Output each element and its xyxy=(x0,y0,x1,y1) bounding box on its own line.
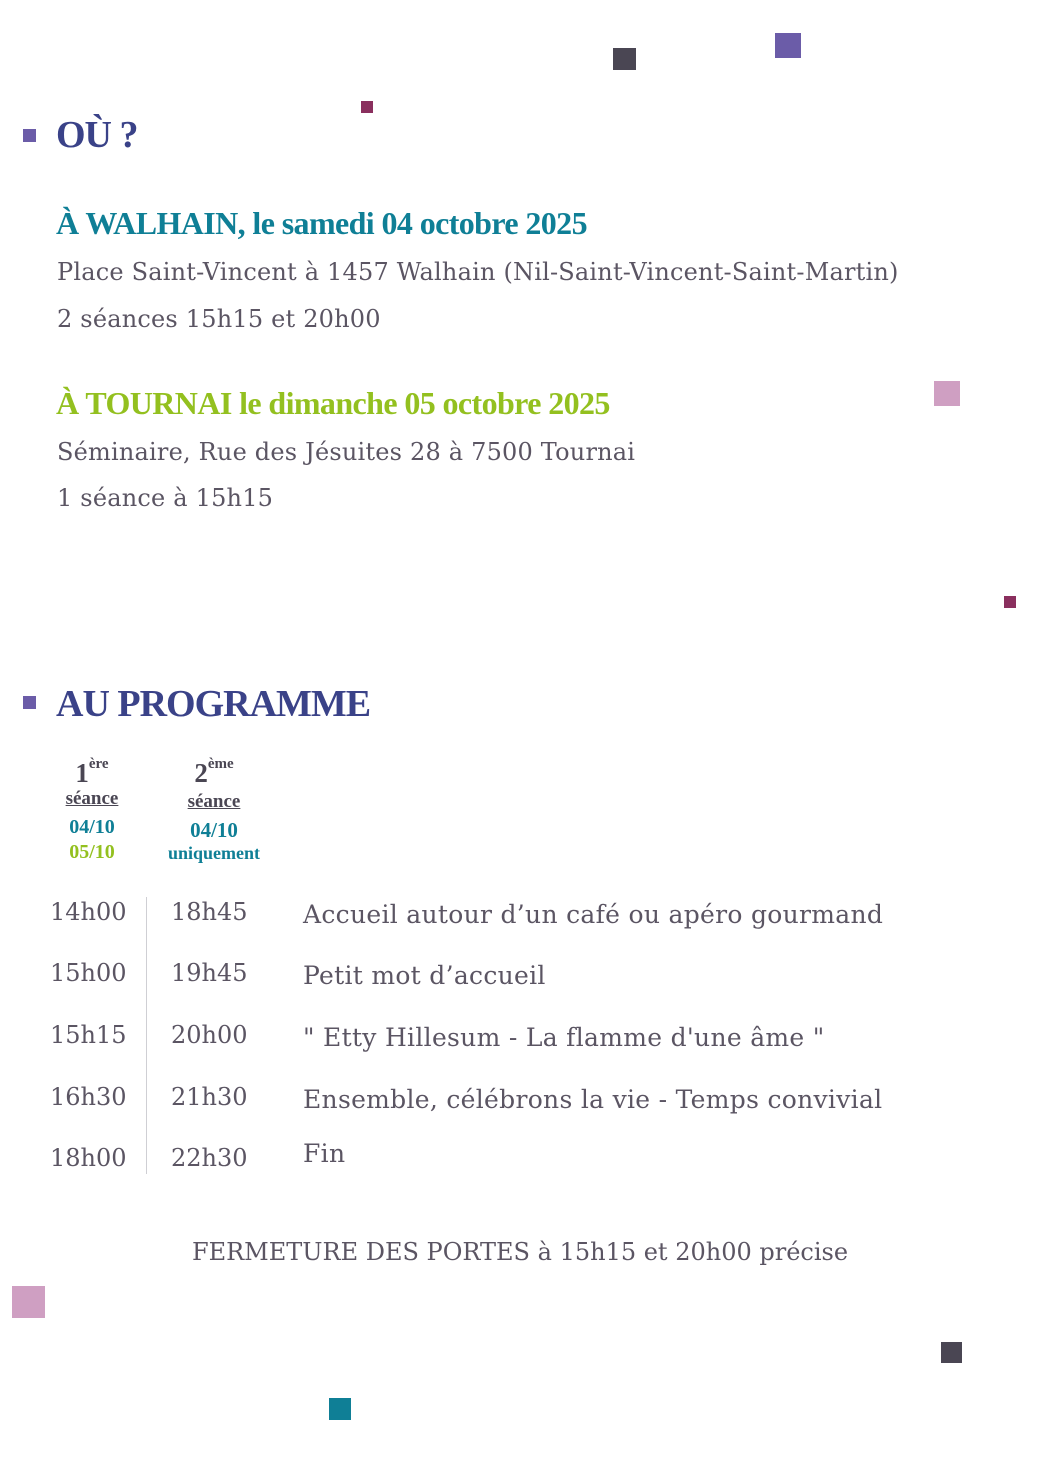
decor-square-pink xyxy=(934,381,960,406)
row2-time-first: 15h00 xyxy=(50,959,127,987)
row3-activity: " Etty Hillesum - La flamme d'une âme " xyxy=(303,1023,825,1052)
col1-number: 1 xyxy=(75,758,89,788)
row1-time-second: 18h45 xyxy=(171,898,248,926)
section-heading-programme: AU PROGRAMME xyxy=(56,683,371,725)
walhain-address: Place Saint-Vincent à 1457 Walhain (Nil-Saint-Vincent-Saint-Martin) xyxy=(57,258,899,286)
decor-square-plum xyxy=(361,101,373,113)
bullet-square xyxy=(23,129,36,142)
row4-time-first: 16h30 xyxy=(50,1083,127,1111)
row3-time-second: 20h00 xyxy=(171,1021,248,1049)
decor-square-pink-large xyxy=(12,1286,45,1318)
row2-activity: Petit mot d’accueil xyxy=(303,961,546,990)
column-divider xyxy=(146,897,147,1174)
row4-activity: Ensemble, célébrons la vie - Temps convivial xyxy=(303,1085,883,1114)
decor-square-teal xyxy=(329,1398,351,1420)
row3-time-first: 15h15 xyxy=(50,1021,127,1049)
row5-activity: Fin xyxy=(303,1139,346,1168)
col1-sup: ère xyxy=(88,756,109,772)
doors-closing-note: FERMETURE DES PORTES à 15h15 et 20h00 précise xyxy=(191,1238,849,1266)
col2-seance: séance xyxy=(187,791,241,812)
walhain-sessions: 2 séances 15h15 et 20h00 xyxy=(57,305,381,333)
row1-activity: Accueil autour d’un café ou apéro gourmand xyxy=(303,900,884,929)
col1-date1: 04/10 xyxy=(69,816,115,838)
col2-number: 2 xyxy=(194,758,208,788)
column-head-second-session xyxy=(158,758,270,863)
col2-date1: 04/10 xyxy=(190,818,238,842)
col1-seance: séance xyxy=(65,788,119,809)
row2-time-second: 19h45 xyxy=(171,959,248,987)
section-heading-ou: OÙ ? xyxy=(56,114,138,156)
row1-time-first: 14h00 xyxy=(50,898,127,926)
row4-time-second: 21h30 xyxy=(171,1083,248,1111)
walhain-title: À WALHAIN, le samedi 04 octobre 2025 xyxy=(56,205,587,241)
row5-time-second: 22h30 xyxy=(171,1144,248,1172)
decor-square-dark xyxy=(613,48,636,70)
col1-date2: 05/10 xyxy=(69,841,115,863)
bullet-square-programme xyxy=(23,696,36,709)
decor-square-violet xyxy=(775,33,801,58)
col2-date2: uniquement xyxy=(167,843,261,863)
decor-square-plum-small xyxy=(1004,596,1016,608)
col2-sup: ème xyxy=(207,756,234,772)
column-head-first-session xyxy=(52,758,132,865)
tournai-sessions: 1 séance à 15h15 xyxy=(57,484,274,512)
row5-time-first: 18h00 xyxy=(50,1144,127,1172)
decor-square-dark-bottom xyxy=(941,1342,962,1363)
tournai-title: À TOURNAI le dimanche 05 octobre 2025 xyxy=(56,385,610,421)
tournai-address: Séminaire, Rue des Jésuites 28 à 7500 Tournai xyxy=(57,438,636,466)
